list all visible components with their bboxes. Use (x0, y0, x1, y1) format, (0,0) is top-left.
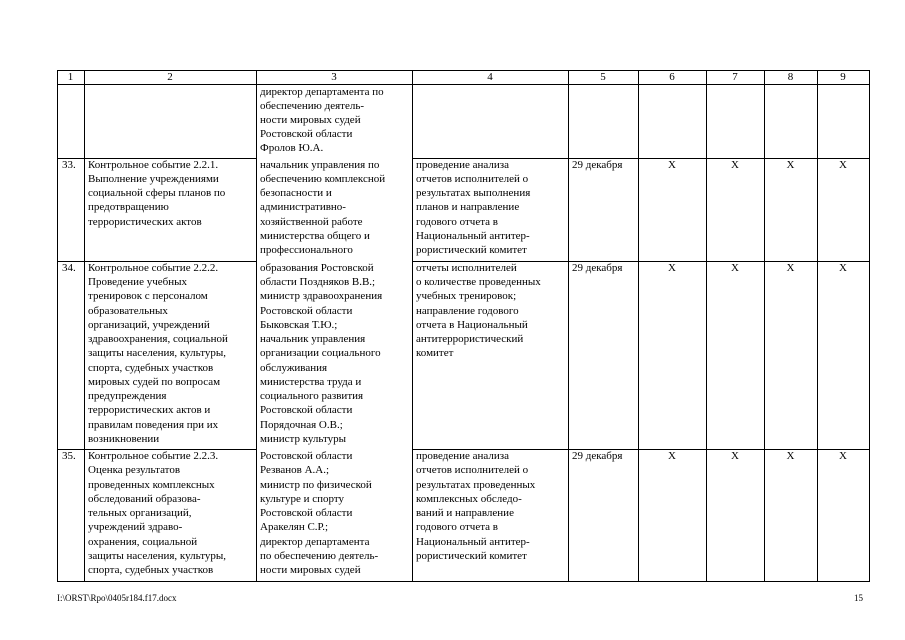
result-line: годового отчета в (416, 216, 498, 228)
col6-mark: X (668, 450, 676, 462)
col9-mark: X (839, 450, 847, 462)
header-cell-9: 9 (840, 71, 846, 83)
header-cell-3: 3 (331, 71, 337, 83)
header-cell-7: 7 (732, 71, 738, 83)
result-line: учебных тренировок; (416, 290, 517, 302)
col-line-3 (412, 70, 413, 582)
responsible-line: безопасности и (260, 187, 332, 199)
event-line: возникновении (88, 433, 160, 445)
deadline-date: 29 декабря (572, 450, 623, 462)
continued-line: Фролов Ю.А. (260, 142, 324, 154)
deadline-date: 29 декабря (572, 159, 623, 171)
responsible-line: начальник управления (260, 333, 366, 345)
col8-mark: X (786, 262, 795, 274)
col9-mark: X (839, 159, 847, 171)
event-line: социальной сферы планов по (88, 187, 226, 199)
continued-line: обеспечению деятель- (260, 100, 365, 112)
result-line: рористический комитет (416, 244, 527, 256)
responsible-line: по обеспечению деятель- (260, 550, 379, 562)
event-line: Выполнение учреждениями (88, 173, 219, 185)
col-line-4 (568, 70, 569, 582)
event-line: тельных организаций, (88, 507, 192, 519)
col6-mark: X (668, 159, 676, 171)
event-line: террористических актов и (88, 404, 211, 416)
event-line: Оценка результатов (88, 464, 181, 476)
event-line: здравоохранения, социальной (88, 333, 228, 345)
event-line: образовательных (88, 305, 168, 317)
result-line: проведение анализа (416, 159, 509, 171)
event-line: организаций, учреждений (88, 319, 210, 331)
responsible-line: Ростовской области (260, 305, 353, 317)
responsible-line: обслуживания (260, 362, 328, 374)
event-line: Проведение учебных (88, 276, 187, 288)
result-line: о количестве проведенных (416, 276, 541, 288)
header-cell-4: 4 (487, 71, 493, 83)
col6-mark: X (668, 262, 676, 274)
event-line: Контрольное событие 2.2.3. (88, 450, 219, 462)
row-number: 35. (62, 450, 76, 462)
event-line: Контрольное событие 2.2.2. (88, 262, 219, 274)
continued-line: директор департамента по (260, 86, 384, 98)
result-line: антитеррористический (416, 333, 524, 345)
responsible-line: Ростовской области (260, 507, 353, 519)
header-cell-5: 5 (600, 71, 606, 83)
responsible-line: области Поздняков В.В.; (260, 276, 376, 288)
result-line: годового отчета в (416, 521, 498, 533)
result-line: результатах проведенных (416, 479, 536, 491)
result-line: ваний и направление (416, 507, 514, 519)
result-line: отчеты исполнителей (416, 262, 517, 274)
result-line: результатах выполнения (416, 187, 531, 199)
header-cell-2: 2 (167, 71, 173, 83)
continued-line: Ростовской области (260, 128, 353, 140)
event-line: учреждений здраво- (88, 521, 183, 533)
result-line: направление годового (416, 305, 519, 317)
header-cell-6: 6 (669, 71, 675, 83)
col9-mark: X (839, 262, 847, 274)
header-cell-1: 1 (67, 71, 74, 83)
responsible-line: начальник управления по (260, 159, 380, 171)
event-line: обследований образова- (88, 493, 201, 505)
event-line: правилам поведения при их (88, 419, 219, 431)
responsible-line: хозяйственной работе (260, 216, 363, 228)
table-border-bottom (57, 581, 869, 582)
responsible-line: министр здравоохранения (260, 290, 383, 302)
event-line: защиты населения, культуры, (88, 347, 226, 359)
col-line-8 (817, 70, 818, 582)
col8-mark: X (786, 450, 795, 462)
result-line: Национальный антитер- (416, 230, 530, 242)
event-line: защиты населения, культуры, (88, 550, 226, 562)
col-line-6 (706, 70, 707, 582)
row-number: 33. (62, 159, 76, 171)
col-line-7 (764, 70, 765, 582)
responsible-line: министр культуры (260, 433, 347, 445)
event-line: тренировок с персоналом (88, 290, 208, 302)
event-line: охранения, социальной (88, 536, 198, 548)
col7-mark: X (731, 159, 739, 171)
page-number: 15 (854, 593, 863, 603)
result-line: отчетов исполнителей о (416, 173, 529, 185)
responsible-line: образования Ростовской (260, 262, 374, 274)
responsible-line: министр по физической (260, 479, 372, 491)
row-number: 34. (62, 262, 76, 274)
result-line: комплексных обследо- (416, 493, 522, 505)
responsible-line: Резванов А.А.; (260, 464, 330, 476)
result-line: рористический комитет (416, 550, 527, 562)
event-line: предотвращению (88, 201, 169, 213)
deadline-date: 29 декабря (572, 262, 623, 274)
responsible-line: Быковская Т.Ю.; (260, 319, 338, 331)
responsible-line: Порядочная О.В.; (260, 419, 343, 431)
responsible-line: министерства труда и (260, 376, 362, 388)
responsible-line: ности мировых судей (260, 564, 361, 576)
col-line-2 (256, 70, 257, 582)
col-line-5 (638, 70, 639, 582)
result-line: комитет (416, 347, 454, 359)
responsible-line: Ростовской области (260, 450, 353, 462)
col8-mark: X (786, 159, 795, 171)
col7-mark: X (731, 262, 739, 274)
responsible-line: социального развития (260, 390, 364, 402)
responsible-line: обеспечению комплексной (260, 173, 386, 185)
col-line-0 (57, 70, 58, 582)
header-cell-8: 8 (787, 71, 794, 83)
responsible-line: административно- (260, 201, 346, 213)
footer-file-path: I:\ORST\Rpo\0405r184.f17.docx (57, 593, 177, 603)
event-line: предупреждения (88, 390, 167, 402)
result-line: планов и направление (416, 201, 520, 213)
event-line: Контрольное событие 2.2.1. (88, 159, 219, 171)
continued-line: ности мировых судей (260, 114, 361, 126)
col-line-9 (869, 70, 870, 582)
responsible-line: Аракелян С.Р.; (260, 521, 329, 533)
result-line: Национальный антитер- (416, 536, 530, 548)
responsible-line: организации социального (260, 347, 381, 359)
responsible-line: культуре и спорту (260, 493, 345, 505)
result-line: проведение анализа (416, 450, 509, 462)
event-line: террористических актов (88, 216, 202, 228)
event-line: спорта, судебных участков (88, 362, 214, 374)
responsible-line: директор департамента (260, 536, 370, 548)
event-line: проведенных комплексных (88, 479, 215, 491)
responsible-line: профессионального (260, 244, 353, 256)
responsible-line: Ростовской области (260, 404, 353, 416)
event-line: спорта, судебных участков (88, 564, 214, 576)
col-line-1 (84, 70, 85, 582)
result-line: отчетов исполнителей о (416, 464, 529, 476)
result-line: отчета в Национальный (416, 319, 528, 331)
responsible-line: министерства общего и (260, 230, 370, 242)
event-line: мировых судей по вопросам (88, 376, 221, 388)
col7-mark: X (731, 450, 739, 462)
